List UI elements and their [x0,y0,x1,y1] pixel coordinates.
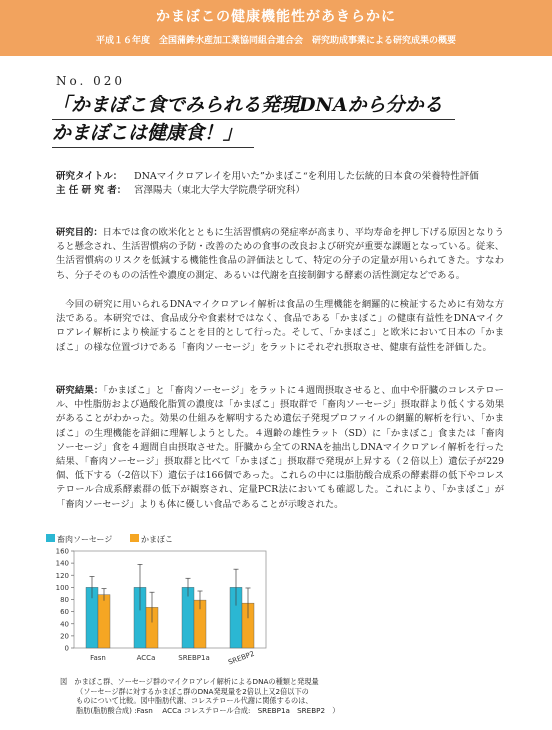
y-tick-label-120: 120 [55,571,69,580]
y-tick-label-20: 20 [60,632,69,641]
banner-subtitle: 平成１６年度 全国蒲鉾水産加工業協同組合連合会 研究助成事業による研究成果の概要 [95,36,456,46]
research-title-row [56,170,506,184]
caption-line-4: 脂肪(脂肪酸合成) :Fasn ACCa コレステロール合成: SREBP1a SREBP2 ） [76,705,340,715]
y-tick-label-160: 160 [55,547,69,556]
x-tick-label-1: ACCa [136,654,156,662]
x-tick-label-3: SREBP2 [227,649,256,667]
chart-svg [44,532,274,678]
researcher-label: 主 任 研 究 者： [56,185,127,196]
caption-line-2: （ソーセージ群に対するかまぼこ群のDNA発現量を2倍以上又2倍以下の [76,686,309,696]
research-meta [56,170,506,198]
caption-line-3: ものについて比較。図中脂肪代謝、コレステロール代謝に関係するのは、 [76,696,313,706]
y-tick-label-140: 140 [55,559,69,568]
y-tick-label-0: 0 [64,644,69,653]
y-tick-label-80: 80 [60,596,69,604]
bar-Fasn-1 [98,595,110,648]
y-tick-label-100: 100 [55,583,69,592]
banner-title: かまぼこの健康機能性があきらかに [156,9,396,25]
headline-line-1: 「かまぼこ食でみられる発現DNAから分かる [52,92,455,120]
header-banner [0,0,552,56]
x-tick-label-0: Fasn [90,654,106,662]
legend-label-0: 畜肉ソーセージ [57,535,113,544]
legend-swatch-0 [46,534,55,542]
researcher-row [56,184,506,198]
result-paragraph [56,384,504,512]
headline [52,92,512,148]
y-tick-label-60: 60 [60,608,69,617]
figure-caption [60,677,460,715]
purpose-label: 研究目的： [56,227,103,238]
result-label: 研究結果： [56,385,104,396]
result-text: 「かまぼこ」と「畜肉ソーセージ」をラットに４週間摂取させると、血中や肝臓のコレステロール、中性脂肪および過酸化脂質の濃度は「かまぼこ」摂取群で「畜肉ソーセージ」摂取群より低くする効果があることがわかった。効果の仕組みを解明するため遺伝子発現プロファイルの網羅的解析を行い、「かまぼこ」の生理機能を詳細に理解しようとした。４週齢の雄性ラット（SD）に「かまぼこ」食または「畜肉ソーセージ」食を４週間自由摂取させた。肝臓から全てのRNAを抽出しDNAマイクロアレイ解析を行った結果、「畜肉ソーセージ」摂取群と比べて「かまぼこ」摂取群で発現が上昇する（２倍以上）遺伝子が229個、低下する（-2倍以下）遺伝子は166個であった。これらの中には脂肪酸合成系の酵素群の低下やコレステロール合成系酵素群の低下が観察され、定量PCR法においても確認した。これにより、「かまぼこ」が「畜肉ソーセージ」よりも体に優しい食品であることが示唆された。 [56,385,504,510]
x-tick-label-2: SREBP1a [178,654,210,662]
purpose-text: 日本では食の欧米化とともに生活習慣病の発症率が高まり、平均寿命を押し下げる原因となりうると懸念され、生活習慣病の予防・改善のための食事の改良および研究が重要な課題となっている。従来、生活習慣病のリスクを低減する機能性食品の評価法として、特定の分子の定量が用いられてきた。すなわち、分子そのものの活性や濃度の測定、あるいは代謝を直接制御する酵素の活性測定などである。 [56,227,504,281]
legend-label-1: かまぼこ [141,535,173,544]
purpose-paragraph-2 [56,298,504,355]
document-number: No. 020 [56,74,126,88]
research-title-label: 研究タイトル： [56,171,123,182]
research-title-value: DNAマイクロアレイを用いた”かまぼこ“を利用した伝統的日本食の栄養特性評価 [134,171,479,182]
purpose-text-2: 今回の研究に用いられるDNAマイクロアレイ解析は食品の生理機能を網羅的に検証するために有効な方法である。本研究では、食品成分や食素材ではなく、食品である「かまぼこ」の健康有益性をDNAマイクロアレイ解析により検証することを目的として行った。そして、「かまぼこ」と欧米において日本の「かまぼこ」の様な位置づけである「畜肉ソーセージ」をラットにそれぞれ摂取させ、健康有益性を評価した。 [56,299,504,353]
y-tick-label-40: 40 [60,620,69,629]
purpose-paragraph [56,226,504,283]
legend-swatch-1 [130,534,139,542]
researcher-value: 宮澤陽夫（東北大学大学院農学研究科） [134,185,306,196]
bar-chart [44,532,274,678]
headline-line-2: かまぼこは健康食！」 [52,120,254,148]
caption-line-1: 図 かまぼこ群、ソーセージ群のマイクロアレイ解析によるDNAの種類と発現量 [60,677,319,686]
